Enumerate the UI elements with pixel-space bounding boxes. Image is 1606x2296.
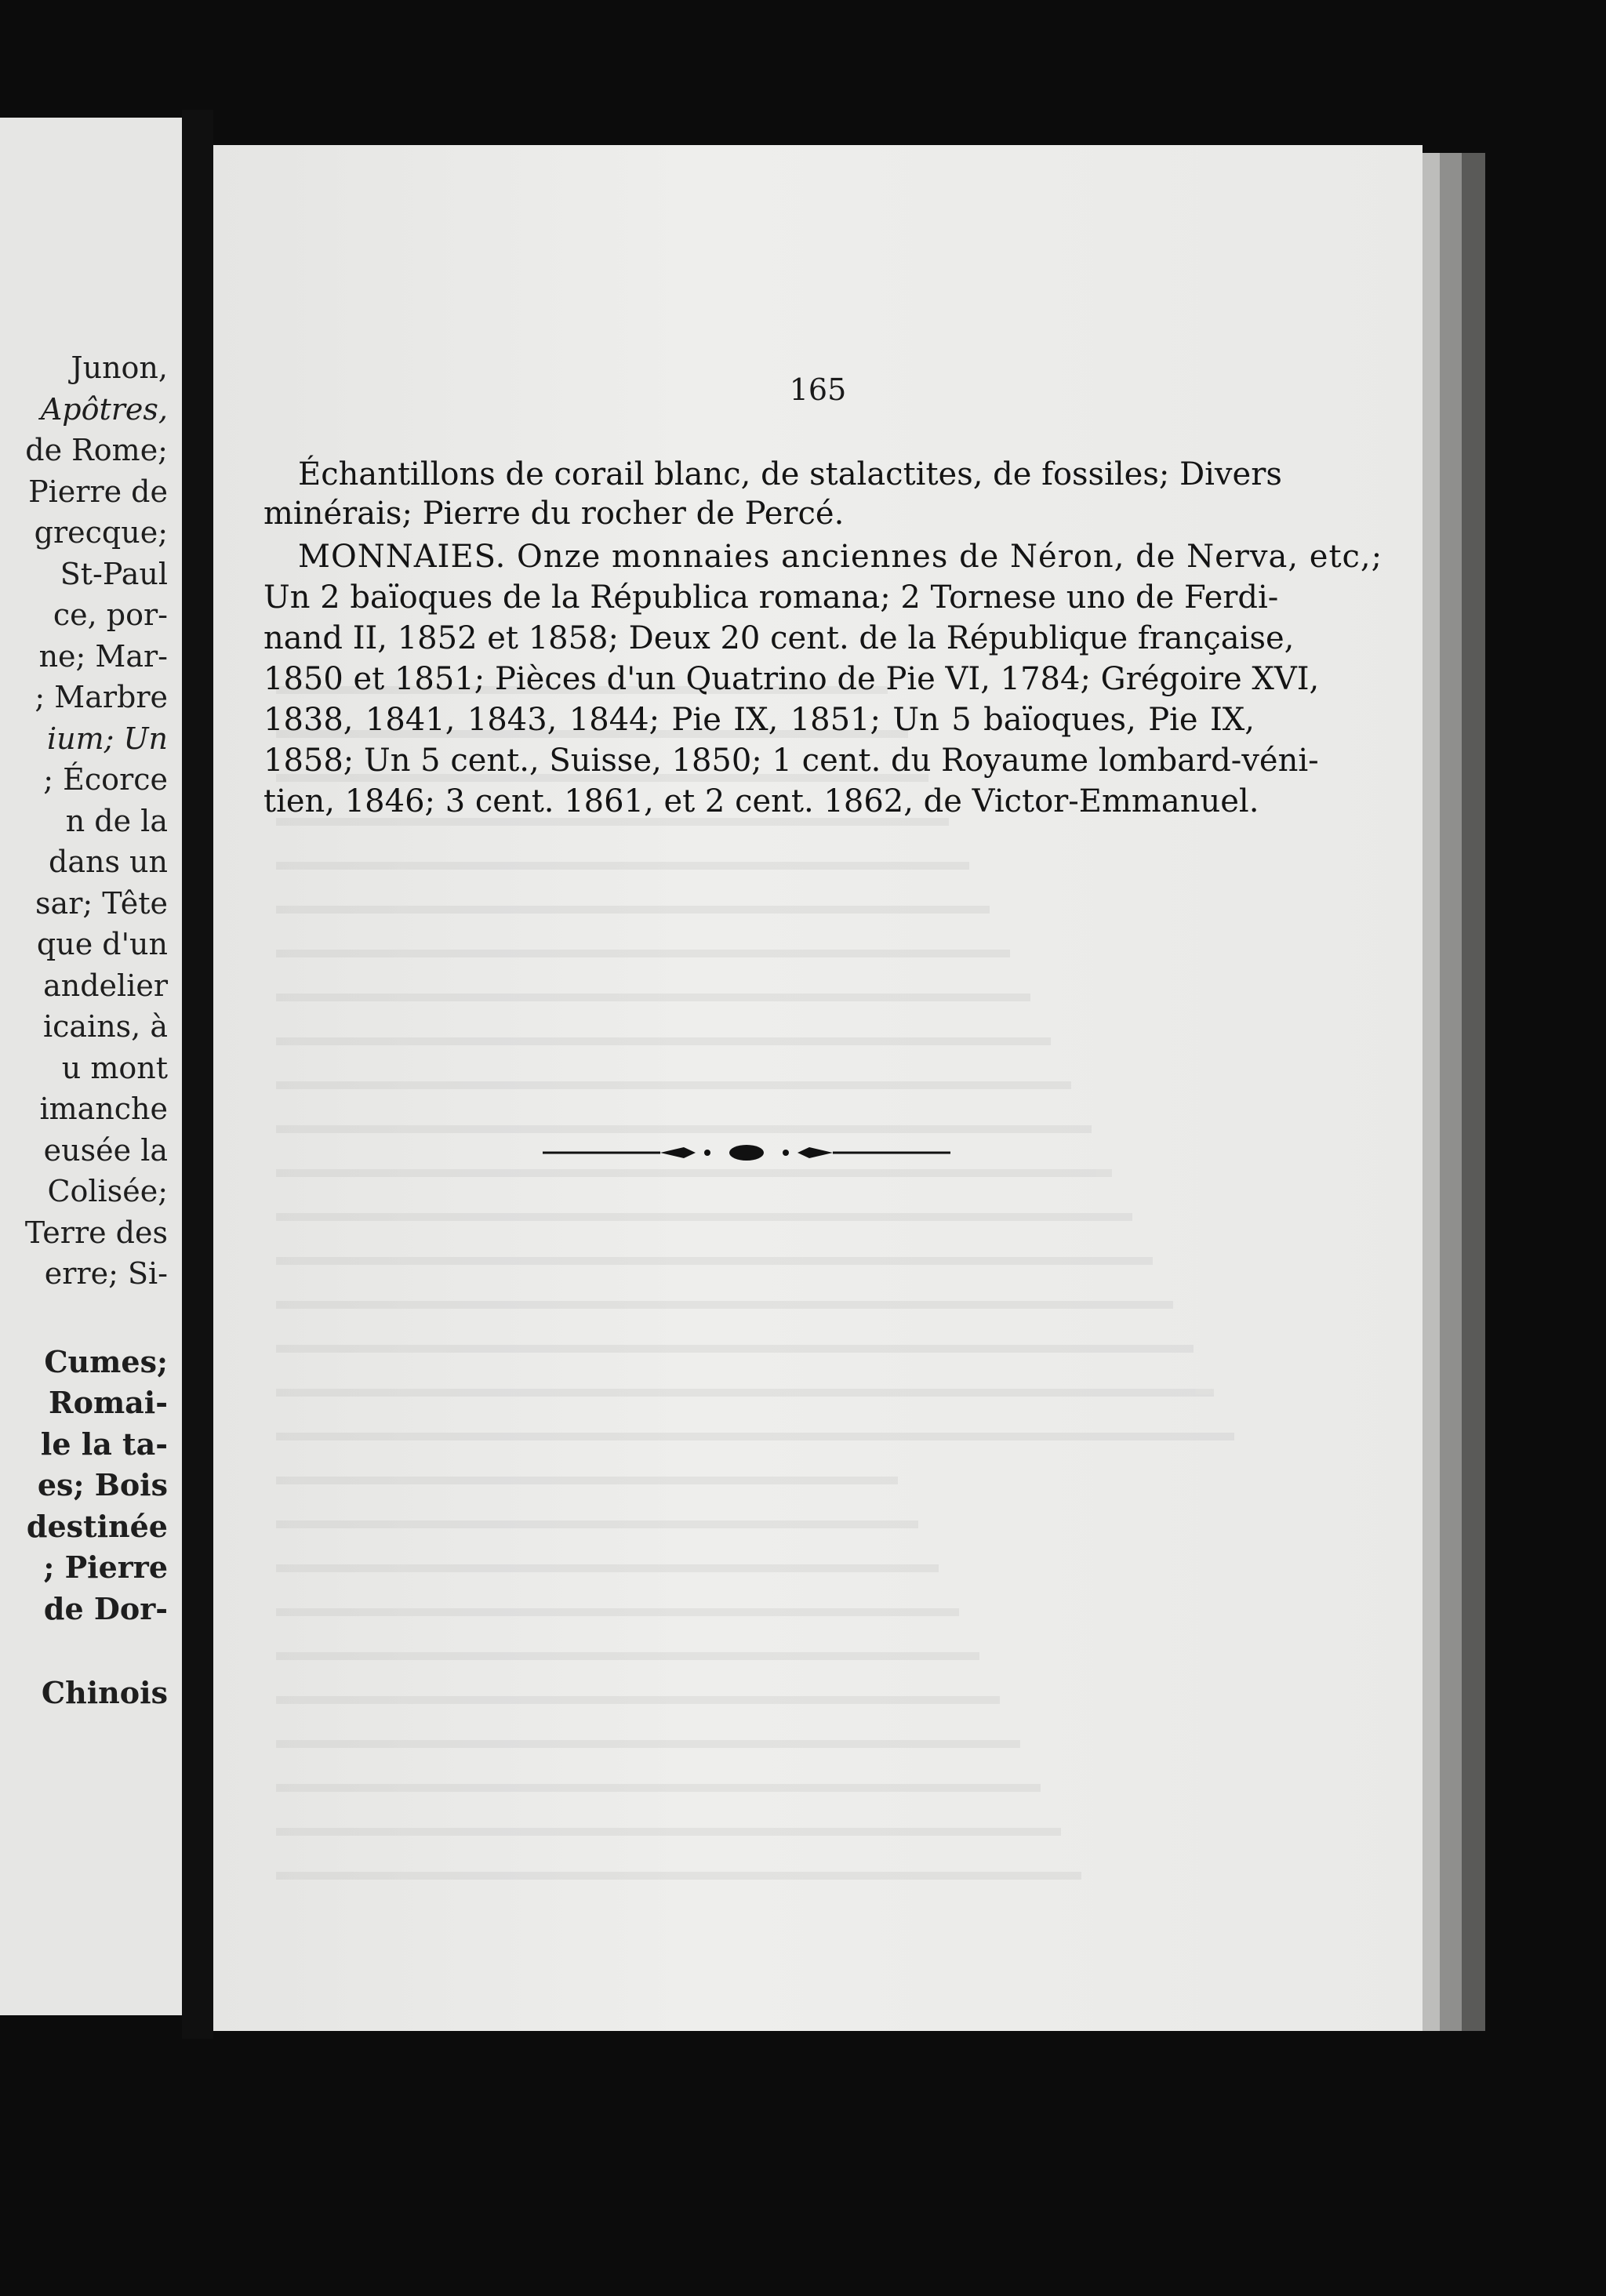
left-page-line: n de la — [65, 803, 168, 838]
page-number: 165 — [789, 372, 847, 407]
text-line-8: 1858; Un 5 cent., Suisse, 1850; 1 cent. du Royaume lombard-véni- — [263, 743, 1319, 779]
left-page-line: ; Pierre — [43, 1549, 168, 1585]
left-facing-page — [0, 118, 182, 2015]
left-page-line: Romai- — [49, 1385, 168, 1420]
left-page-line: St-Paul — [60, 556, 168, 591]
left-page-line: Pierre de — [28, 474, 168, 509]
page-edge — [1462, 153, 1485, 2031]
left-page-line: es; Bois — [37, 1467, 168, 1502]
right-page — [213, 145, 1423, 2031]
left-page-line: grecque; — [34, 515, 168, 550]
left-page-line: eusée la — [43, 1132, 168, 1168]
left-page-line: destinée — [26, 1508, 168, 1544]
left-page-line: icains, à — [42, 1009, 168, 1044]
left-page-line: que d'un — [36, 927, 168, 961]
text-line-2: minérais; Pierre du rocher de Percé. — [263, 496, 845, 532]
text-line-5: nand II, 1852 et 1858; Deux 20 cent. de la République française, — [263, 620, 1295, 656]
left-page-line: ne; Mar- — [38, 638, 168, 674]
left-page-line: imanche — [39, 1092, 168, 1126]
left-page-line: ce, por- — [53, 598, 168, 632]
left-page-line: ; Écorce — [43, 762, 168, 797]
left-page-line: erre; Si- — [44, 1256, 168, 1291]
left-page-line: Junon, — [71, 351, 168, 385]
left-page-line: Terre des — [24, 1215, 168, 1250]
left-page-line: u mont — [61, 1050, 168, 1085]
left-page-line: Chinois — [41, 1675, 168, 1710]
page-edge — [1423, 153, 1440, 2031]
left-page-line: le la ta- — [40, 1426, 168, 1462]
left-page-line: Colisée; — [47, 1174, 168, 1208]
left-page-line: de Rome; — [25, 433, 168, 467]
left-page-line: de Dor- — [43, 1590, 168, 1626]
text-line-4: Un 2 baïoques de la Républica romana; 2 Tornese uno de Ferdi- — [263, 579, 1279, 616]
book-gutter — [182, 110, 213, 2039]
text-line-1: Échantillons de corail blanc, de stalactites, de fossiles; Divers — [298, 456, 1282, 492]
text-line-9: tien, 1846; 3 cent. 1861, et 2 cent. 1862, de Victor-Emmanuel. — [263, 783, 1259, 819]
left-page-line: Cumes; — [44, 1343, 168, 1379]
left-page-line: andelier — [43, 968, 168, 1003]
left-page-line: sar; Tête — [35, 885, 168, 921]
left-page-line: Apôtres, — [40, 391, 168, 427]
text-line-3: MONNAIES. Onze monnaies anciennes de Néron, de Nerva, etc,; — [298, 539, 1383, 575]
left-page-line: ; Marbre — [35, 680, 168, 714]
show-through-text — [276, 686, 1295, 2019]
text-line-6: 1850 et 1851; Pièces d'un Quatrino de Pie VI, 1784; Grégoire XVI, — [263, 661, 1320, 697]
left-page-line: ium; Un — [46, 721, 168, 756]
left-page-line: dans un — [49, 845, 168, 879]
text-line-7: 1838, 1841, 1843, 1844; Pie IX, 1851; Un 5 baïoques, Pie IX, — [263, 702, 1255, 738]
page-edge — [1440, 153, 1462, 2031]
ornament-divider — [543, 1141, 950, 1164]
